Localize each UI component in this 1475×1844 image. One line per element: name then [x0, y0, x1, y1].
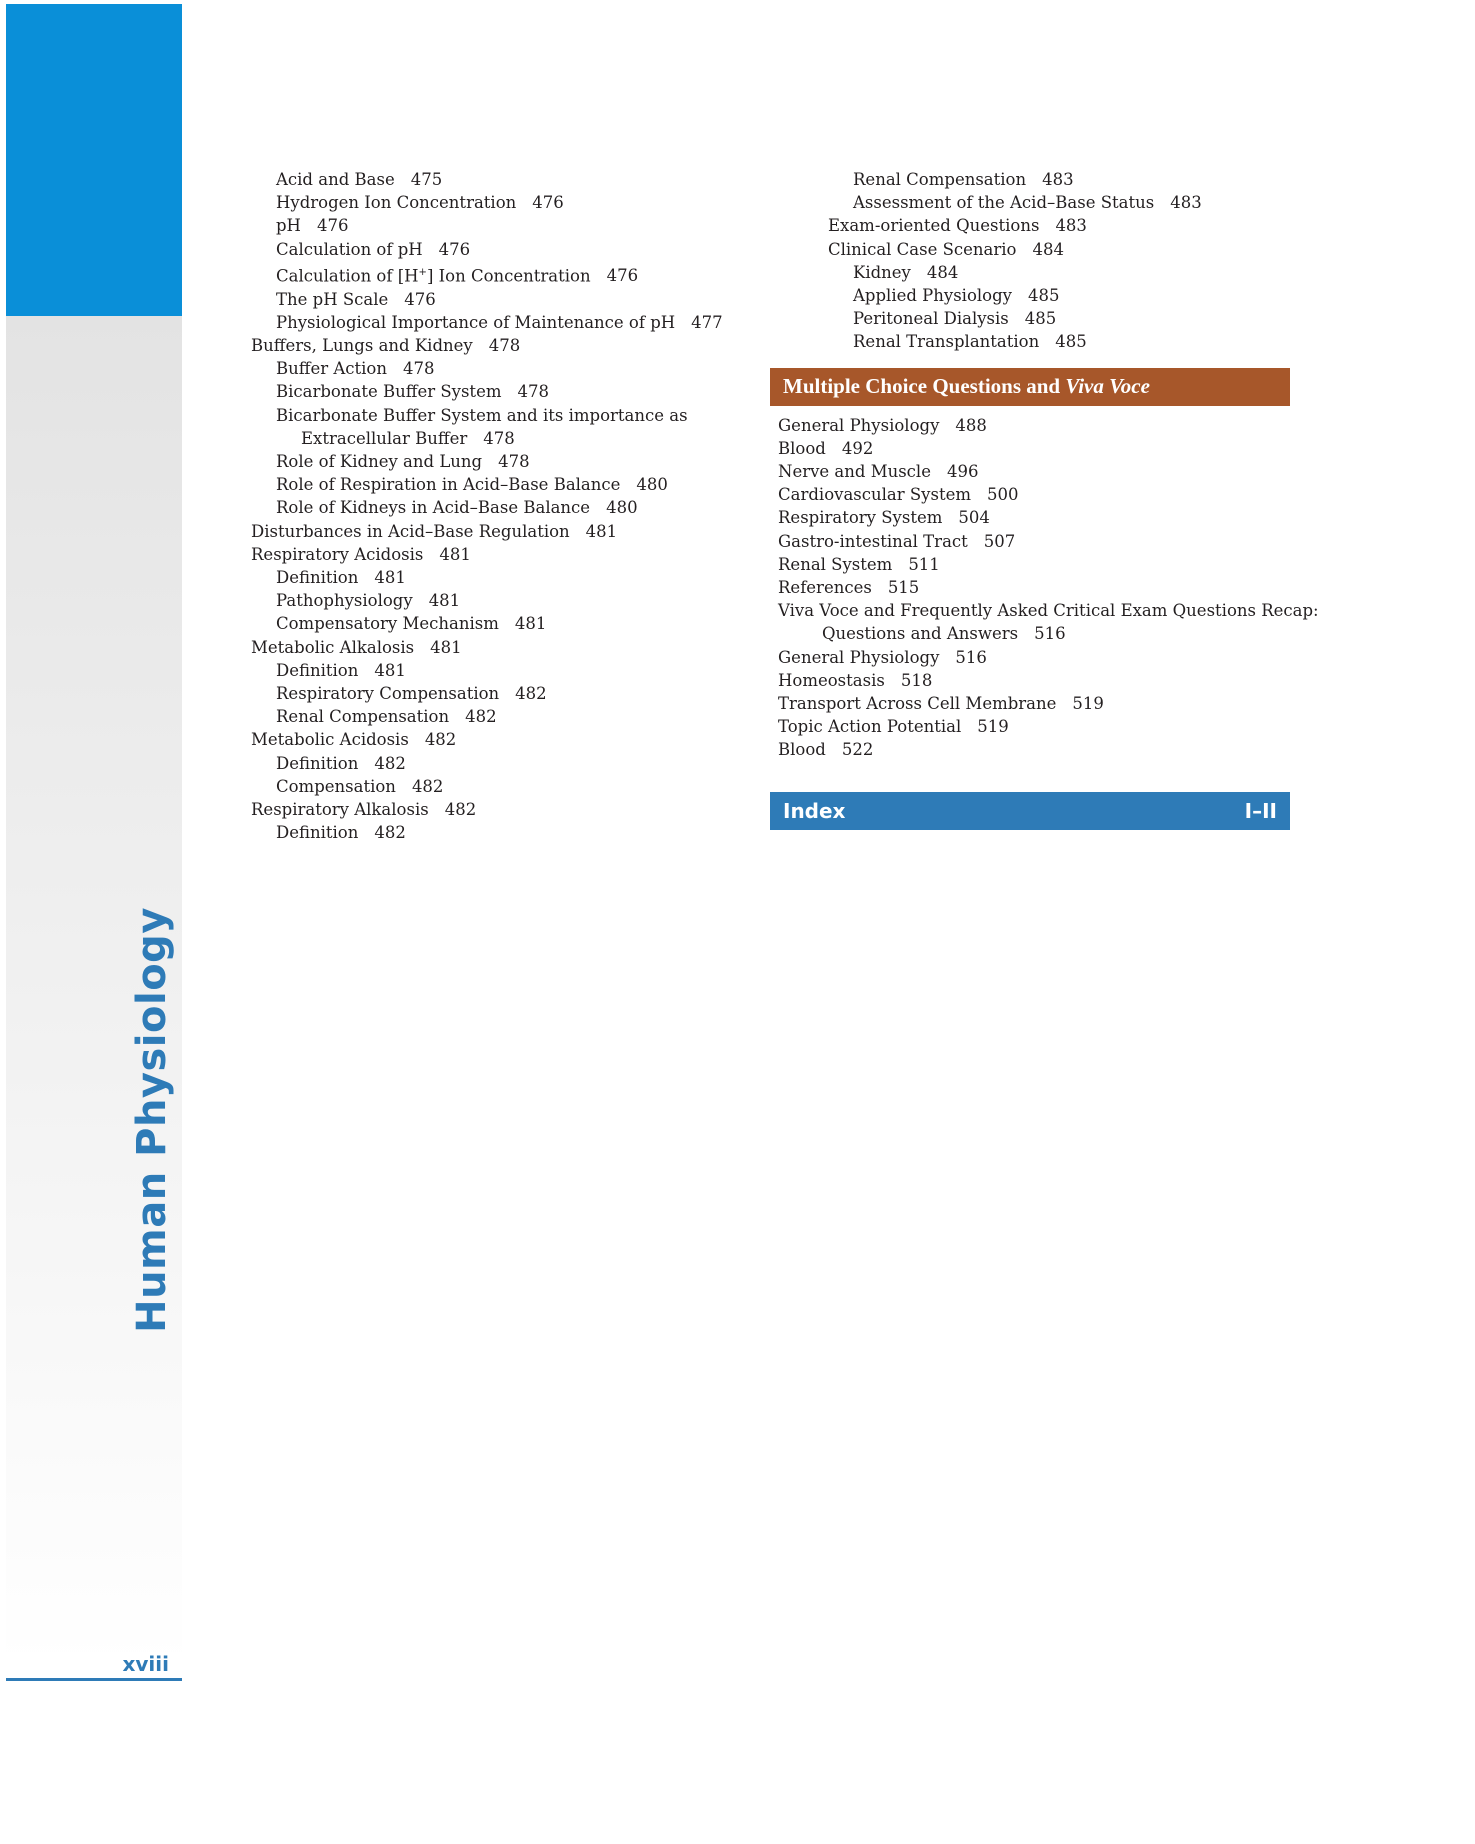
index-page-range: I–II [1244, 798, 1277, 823]
page-rule-divider [6, 1678, 182, 1681]
toc-entry[interactable]: Role of Kidneys in Acid–Base Balance 480 [276, 498, 638, 518]
toc-entry[interactable]: Respiratory Compensation 482 [276, 683, 547, 703]
toc-entry[interactable]: Calculation of [H+] Ion Concentration 476 [276, 266, 639, 286]
toc-entry[interactable]: Exam-oriented Questions 483 [828, 216, 1087, 236]
toc-entry[interactable]: Definition 482 [276, 753, 406, 773]
toc-entry[interactable]: Clinical Case Scenario 484 [828, 239, 1064, 259]
index-title: Index [783, 798, 846, 823]
toc-entry[interactable]: Transport Across Cell Membrane 519 [778, 694, 1104, 714]
toc-entry[interactable]: Calculation of pH 476 [276, 239, 471, 259]
toc-entry[interactable]: Peritoneal Dialysis 485 [853, 309, 1057, 329]
toc-entry[interactable]: Definition 482 [276, 823, 406, 843]
toc-entry[interactable]: The pH Scale 476 [276, 289, 436, 309]
toc-entry[interactable]: Respiratory Acidosis 481 [251, 544, 471, 564]
toc-entry[interactable]: Hydrogen Ion Concentration 476 [276, 193, 564, 213]
toc-entry[interactable]: Gastro-intestinal Tract 507 [778, 531, 1016, 551]
toc-entry[interactable]: Renal Transplantation 485 [853, 332, 1087, 352]
toc-entry[interactable]: Applied Physiology 485 [853, 286, 1060, 306]
toc-entry[interactable]: References 515 [778, 578, 920, 598]
toc-entry[interactable]: Kidney 484 [853, 262, 959, 282]
toc-entry[interactable]: Disturbances in Acid–Base Regulation 481 [251, 521, 618, 541]
toc-entry[interactable]: Physiological Importance of Maintenance of pH 477 [276, 312, 723, 332]
toc-entry[interactable]: Role of Respiration in Acid–Base Balance 480 [276, 475, 668, 495]
side-color-block [6, 4, 182, 316]
toc-entry[interactable]: Renal Compensation 482 [276, 707, 497, 727]
mcq-section-title: Multiple Choice Questions and Viva Voce [783, 374, 1150, 399]
toc-entry[interactable]: Blood 492 [778, 438, 874, 458]
toc-entry[interactable]: Definition 481 [276, 660, 406, 680]
toc-entry[interactable]: Respiratory System 504 [778, 508, 990, 528]
toc-entry[interactable]: Acid and Base 475 [276, 170, 443, 189]
page-number: xviii [122, 1652, 169, 1676]
toc-left-column [251, 168, 721, 844]
toc-entry[interactable]: Compensation 482 [276, 776, 444, 796]
toc-entry[interactable]: Renal System 511 [778, 554, 940, 574]
toc-entry[interactable]: pH 476 [276, 216, 349, 236]
toc-entry[interactable]: General Physiology 488 [778, 415, 987, 435]
toc-entry[interactable]: Blood 522 [778, 740, 874, 760]
toc-entry[interactable]: Compensatory Mechanism 481 [276, 614, 547, 634]
toc-entry[interactable]: General Physiology 516 [778, 647, 987, 667]
toc-entry[interactable]: Buffers, Lungs and Kidney 478 [251, 335, 521, 355]
toc-entry[interactable]: Homeostasis 518 [778, 670, 933, 690]
toc-entry[interactable]: Metabolic Acidosis 482 [251, 730, 457, 750]
index-section-header[interactable] [770, 792, 1290, 830]
toc-entry[interactable]: Pathophysiology 481 [276, 591, 461, 611]
toc-entry[interactable]: Viva Voce and Frequently Asked Critical Exam Questions Recap: Questions and Answers 516 [778, 601, 1319, 644]
toc-entry[interactable]: Bicarbonate Buffer System 478 [276, 382, 549, 402]
toc-entry[interactable]: Topic Action Potential 519 [778, 717, 1009, 737]
toc-right-column [770, 168, 1319, 838]
toc-entry[interactable]: Renal Compensation 483 [853, 170, 1074, 189]
toc-entry[interactable]: Nerve and Muscle 496 [778, 462, 979, 482]
toc-entry[interactable]: Bicarbonate Buffer System and its importance as Extracellular Buffer 478 [276, 405, 688, 448]
toc-entry[interactable]: Cardiovascular System 500 [778, 485, 1019, 505]
toc-entry[interactable]: Assessment of the Acid–Base Status 483 [853, 193, 1202, 213]
book-title: Human Physiology [129, 907, 175, 1333]
toc-entry[interactable]: Metabolic Alkalosis 481 [251, 637, 462, 657]
toc-entry[interactable]: Buffer Action 478 [276, 359, 435, 379]
mcq-section-header[interactable] [770, 368, 1290, 406]
toc-entry[interactable]: Respiratory Alkalosis 482 [251, 799, 477, 819]
toc-entry[interactable]: Role of Kidney and Lung 478 [276, 451, 530, 471]
toc-entry[interactable]: Definition 481 [276, 567, 406, 587]
